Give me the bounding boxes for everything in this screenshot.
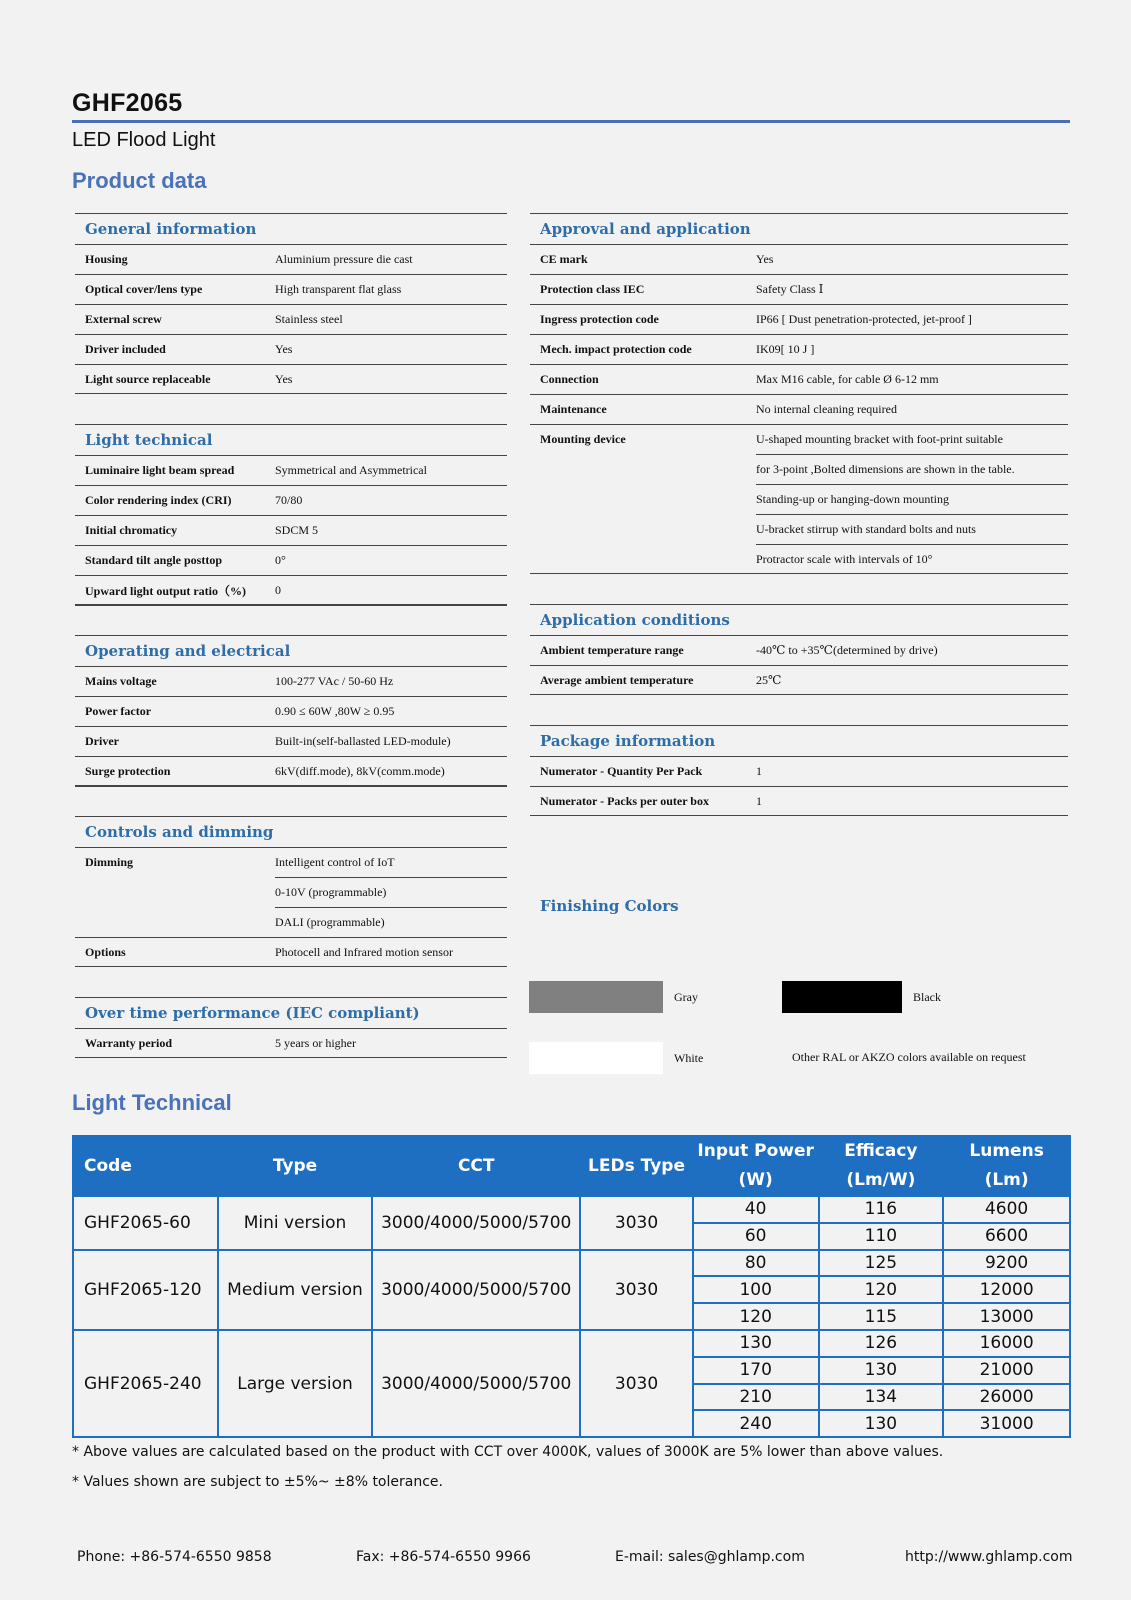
spec-label: Warranty period — [85, 1035, 172, 1050]
dimming-row — [75, 847, 507, 877]
mounting-row-4 — [530, 514, 1068, 544]
package-information-heading: Package information — [530, 725, 1068, 756]
cell-leds: 3030 — [580, 1330, 693, 1437]
spec-value: -40℃ to +35℃(determined by drive) — [756, 643, 938, 657]
cell-lumens: 13000 — [943, 1303, 1070, 1330]
mounting-row-5 — [530, 544, 1068, 574]
spec-label: Maintenance — [540, 402, 607, 416]
white-label: White — [674, 1050, 704, 1065]
spec-label: Mech. impact protection code — [540, 342, 692, 356]
product-subtitle: LED Flood Light — [72, 129, 216, 151]
spec-row — [530, 334, 1068, 364]
cell-lumens: 4600 — [943, 1196, 1070, 1223]
mounting-row-3 — [530, 484, 1068, 514]
header-leds-type: LEDs Type — [580, 1136, 693, 1196]
spec-label: Color rendering index (CRI) — [85, 493, 232, 507]
general-information-heading: General information — [75, 213, 507, 244]
mounting-row-2 — [530, 454, 1068, 484]
dimming-label: Dimming — [85, 855, 133, 869]
dimming-value-3: DALI (programmable) — [275, 907, 507, 937]
approval-application-rows — [530, 244, 1068, 424]
operating-electrical-rows — [75, 666, 507, 786]
right-spec-column — [530, 213, 1068, 921]
spec-row — [530, 786, 1068, 816]
mounting-value-4: U-bracket stirrup with standard bolts and nuts — [756, 514, 1068, 544]
cell-lumens: 9200 — [943, 1250, 1070, 1277]
mounting-value-1: U-shaped mounting bracket with foot-print suitable — [756, 432, 1003, 446]
spec-value: 1 — [756, 764, 762, 778]
cell-code: GHF2065-240 — [73, 1330, 218, 1437]
cell-power: 130 — [693, 1330, 819, 1357]
mounting-value-5: Protractor scale with intervals of 10° — [756, 544, 1068, 574]
spec-row — [75, 756, 507, 786]
cell-lumens: 12000 — [943, 1276, 1070, 1303]
spec-label: Surge protection — [85, 763, 171, 778]
spec-label: Driver included — [85, 342, 166, 356]
other-colors-note — [792, 1050, 1026, 1065]
spec-value: IP66 [ Dust penetration-protected, jet-proof ] — [756, 312, 972, 326]
performance-rows — [75, 1028, 507, 1058]
spec-label: Housing — [85, 252, 128, 266]
spec-label: Optical cover/lens type — [85, 282, 203, 296]
dimming-row-3 — [75, 907, 507, 937]
cell-type: Medium version — [218, 1250, 373, 1330]
left-spec-column — [75, 213, 507, 1058]
cell-type: Large version — [218, 1330, 373, 1437]
spec-label: Light source replaceable — [85, 371, 211, 386]
spec-label: Initial chromaticy — [85, 523, 178, 537]
spec-label: Average ambient temperature — [540, 672, 694, 687]
cell-code: GHF2065-60 — [73, 1196, 218, 1250]
application-conditions-rows — [530, 635, 1068, 695]
black-swatch — [782, 981, 902, 1013]
spec-row — [75, 334, 507, 364]
spec-row — [530, 244, 1068, 274]
mounting-row — [530, 424, 1068, 454]
table-header-row — [73, 1136, 1070, 1196]
spec-label: CE mark — [540, 252, 588, 266]
header-type: Type — [218, 1136, 373, 1196]
spec-label: Luminaire light beam spread — [85, 463, 235, 477]
spec-row — [75, 364, 507, 394]
spec-label: Numerator - Quantity Per Pack — [540, 764, 703, 778]
spec-row — [75, 304, 507, 334]
cell-cct: 3000/4000/5000/5700 — [372, 1250, 580, 1330]
spec-value: Max M16 cable, for cable Ø 6-12 mm — [756, 372, 939, 386]
cell-power: 60 — [693, 1223, 819, 1250]
spec-value: Yes — [756, 252, 774, 266]
spec-label: Upward light output ratio（%) — [85, 583, 247, 598]
spec-value: 5 years or higher — [275, 1035, 356, 1050]
finishing-colors-heading: Finishing Colors — [540, 896, 679, 915]
cell-code: GHF2065-120 — [73, 1250, 218, 1330]
note-cct: * Above values are calculated based on the product with CCT over 4000K, values of 3000K are 5% lower than above values. — [72, 1444, 944, 1460]
operating-electrical-heading: Operating and electrical — [75, 635, 507, 666]
footer-email[interactable]: E-mail: sales@ghlamp.com — [615, 1549, 805, 1565]
spec-label: Standard tilt angle posttop — [85, 553, 223, 567]
footer-website[interactable]: http://www.ghlamp.com — [905, 1549, 1073, 1565]
header-lumens: Lumens (Lm) — [943, 1136, 1070, 1196]
product-code-title: GHF2065 — [72, 89, 183, 117]
cell-lumens: 26000 — [943, 1384, 1070, 1411]
cell-type: Mini version — [218, 1196, 373, 1250]
cell-power: 170 — [693, 1357, 819, 1384]
spec-row — [75, 244, 507, 274]
options-row — [75, 937, 507, 967]
general-information-rows — [75, 244, 507, 394]
spec-row — [75, 1028, 507, 1058]
light-technical-table — [72, 1135, 1071, 1438]
cell-efficacy: 120 — [819, 1276, 944, 1303]
cell-leds: 3030 — [580, 1250, 693, 1330]
cell-cct: 3000/4000/5000/5700 — [372, 1196, 580, 1250]
spec-label: External screw — [85, 312, 162, 326]
footer-phone: Phone: +86-574-6550 9858 — [77, 1549, 272, 1565]
black-label: Black — [913, 989, 941, 1004]
cell-lumens: 6600 — [943, 1223, 1070, 1250]
spec-row — [75, 515, 507, 545]
cell-power: 80 — [693, 1250, 819, 1277]
product-data-heading: Product data — [72, 168, 207, 193]
spec-value: 0° — [275, 553, 286, 567]
white-swatch — [529, 1042, 663, 1074]
spec-row — [75, 274, 507, 304]
table-body — [73, 1196, 1070, 1437]
white-swatch-item — [529, 1042, 703, 1074]
approval-application-heading: Approval and application — [530, 213, 1068, 244]
spec-row — [75, 726, 507, 756]
spec-label: Power factor — [85, 704, 152, 718]
options-value: Photocell and Infrared motion sensor — [275, 944, 453, 959]
spec-value: 6kV(diff.mode), 8kV(comm.mode) — [275, 763, 445, 778]
cell-efficacy: 134 — [819, 1384, 944, 1411]
application-conditions-heading: Application conditions — [530, 604, 1068, 635]
cell-lumens: 16000 — [943, 1330, 1070, 1357]
spec-value: Stainless steel — [275, 312, 343, 326]
spec-row — [75, 485, 507, 515]
over-time-performance-heading: Over time performance (IEC compliant) — [75, 997, 507, 1028]
cell-lumens: 21000 — [943, 1357, 1070, 1384]
spec-value: Built-in(self-ballasted LED-module) — [275, 734, 451, 748]
options-label: Options — [85, 944, 126, 959]
gray-swatch — [529, 981, 663, 1013]
header-code: Code — [73, 1136, 218, 1196]
light-technical-rows — [75, 455, 507, 605]
cell-power: 240 — [693, 1410, 819, 1437]
spec-value: 70/80 — [275, 493, 303, 507]
cell-efficacy: 116 — [819, 1196, 944, 1223]
cell-power: 100 — [693, 1276, 819, 1303]
spec-value: Aluminium pressure die cast — [275, 252, 413, 266]
spec-row — [530, 756, 1068, 786]
header-cct: CCT — [372, 1136, 580, 1196]
spec-value: 25℃ — [756, 672, 782, 687]
spec-value: No internal cleaning required — [756, 402, 897, 416]
cell-efficacy: 125 — [819, 1250, 944, 1277]
spec-label: Connection — [540, 372, 599, 386]
table-row — [73, 1196, 1070, 1223]
light-technical-heading: Light technical — [75, 424, 507, 455]
spec-value: Safety Class Ⅰ — [756, 282, 824, 296]
cell-power: 210 — [693, 1384, 819, 1411]
spec-value: Yes — [275, 371, 293, 386]
spec-row — [530, 304, 1068, 334]
cell-efficacy: 130 — [819, 1357, 944, 1384]
package-information-rows — [530, 756, 1068, 816]
note-tolerance: * Values shown are subject to ±5%~ ±8% tolerance. — [72, 1474, 443, 1490]
cell-efficacy: 126 — [819, 1330, 944, 1357]
table-row — [73, 1250, 1070, 1277]
footer-fax: Fax: +86-574-6550 9966 — [356, 1549, 531, 1565]
cell-power: 40 — [693, 1196, 819, 1223]
gray-swatch-item — [529, 981, 698, 1013]
spec-value: 0 — [275, 582, 281, 597]
mounting-value-3: Standing-up or hanging-down mounting — [756, 484, 1068, 514]
cell-efficacy: 130 — [819, 1410, 944, 1437]
spec-value: Symmetrical and Asymmetrical — [275, 463, 427, 477]
dimming-value-2: 0-10V (programmable) — [275, 877, 507, 907]
spec-value: IK09[ 10 J ] — [756, 342, 815, 356]
other-colors-text: Other RAL or AKZO colors available on request — [792, 1050, 1026, 1064]
spec-row — [530, 364, 1068, 394]
table-row — [73, 1330, 1070, 1357]
gray-label: Gray — [674, 989, 698, 1004]
cell-efficacy: 115 — [819, 1303, 944, 1330]
spec-label: Mains voltage — [85, 674, 157, 688]
light-technical-table-heading: Light Technical — [72, 1090, 232, 1115]
header-input-power: Input Power (W) — [693, 1136, 819, 1196]
spec-row — [75, 455, 507, 485]
dimming-value-1: Intelligent control of IoT — [275, 855, 395, 869]
cell-efficacy: 110 — [819, 1223, 944, 1250]
spec-row — [75, 545, 507, 575]
mounting-label: Mounting device — [540, 432, 626, 446]
spec-value: High transparent flat glass — [275, 282, 402, 296]
spec-row — [75, 575, 507, 605]
spec-row — [530, 635, 1068, 665]
spec-row — [75, 696, 507, 726]
spec-row — [530, 274, 1068, 304]
spec-label: Ambient temperature range — [540, 643, 684, 657]
spec-label: Protection class IEC — [540, 282, 645, 296]
cell-leds: 3030 — [580, 1196, 693, 1250]
spec-row — [75, 666, 507, 696]
spec-value: 1 — [756, 793, 762, 808]
controls-dimming-heading: Controls and dimming — [75, 816, 507, 847]
spec-value: 0.90 ≤ 60W ,80W ≥ 0.95 — [275, 704, 395, 718]
spec-label: Numerator - Packs per outer box — [540, 793, 709, 808]
mounting-value-2: for 3-point ,Bolted dimensions are shown in the table. — [756, 454, 1068, 484]
spec-row — [530, 665, 1068, 695]
spec-value: 100-277 VAc / 50-60 Hz — [275, 674, 394, 688]
title-divider — [72, 120, 1070, 123]
spec-label: Ingress protection code — [540, 312, 659, 326]
dimming-row-2 — [75, 877, 507, 907]
spec-value: SDCM 5 — [275, 523, 319, 537]
cell-power: 120 — [693, 1303, 819, 1330]
cell-lumens: 31000 — [943, 1410, 1070, 1437]
cell-cct: 3000/4000/5000/5700 — [372, 1330, 580, 1437]
spec-label: Driver — [85, 734, 119, 748]
spec-row — [530, 394, 1068, 424]
black-swatch-item — [782, 981, 941, 1013]
spec-value: Yes — [275, 342, 293, 356]
header-efficacy: Efficacy (Lm/W) — [819, 1136, 944, 1196]
